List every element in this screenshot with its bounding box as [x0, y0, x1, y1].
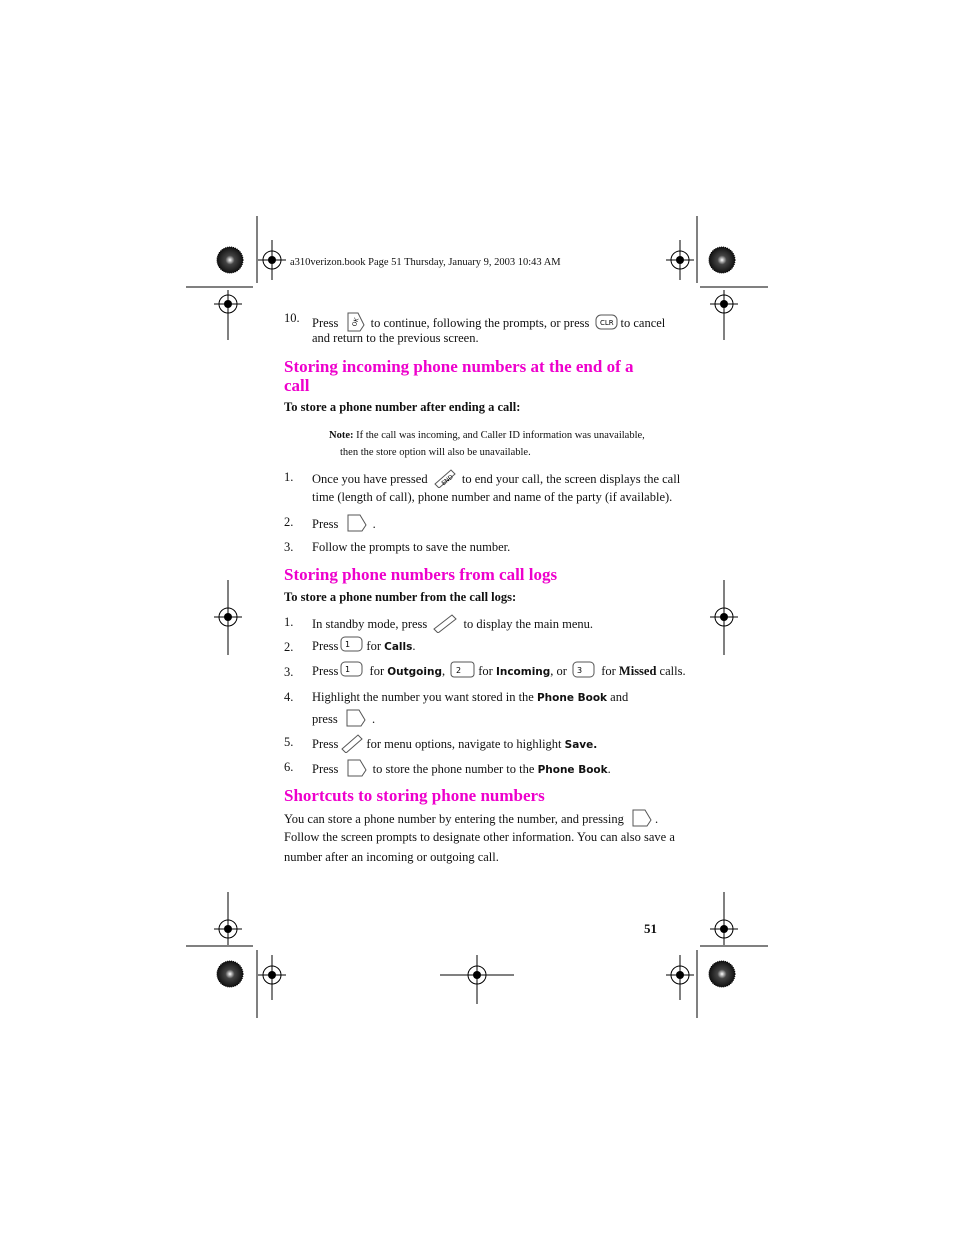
key-1-icon: [340, 661, 364, 683]
key-1-icon: [340, 636, 364, 658]
ok-key-icon: [629, 808, 653, 832]
step-3: Press 1 for Outgoing, 2 for Incoming, or 3 for Missed calls.: [312, 661, 686, 683]
menu-key-icon: [340, 733, 364, 757]
step-10-line2: and return to the previous screen.: [312, 331, 479, 345]
ok-key-icon: [344, 513, 368, 537]
note: Note: If the call was incoming, and Caller ID information was unavailable, then the store option will also be unavailable.: [329, 430, 645, 458]
step-number: 5.: [284, 735, 294, 749]
svg-text:END: END: [440, 473, 455, 488]
svg-text:1: 1: [345, 665, 351, 674]
step-text: Press: [312, 315, 339, 330]
end-key-icon: [433, 468, 457, 492]
section-heading-shortcuts: Shortcuts to storing phone numbers: [284, 786, 545, 805]
step-number: 3.: [284, 540, 294, 554]
step-number: 3.: [284, 665, 294, 679]
subheading: To store a phone number after ending a call:: [284, 400, 521, 414]
step-number: 2.: [284, 640, 294, 654]
svg-text:3: 3: [577, 666, 583, 675]
step-number: 6.: [284, 760, 294, 774]
step-2: Press .: [312, 513, 376, 537]
step-number: 1.: [284, 470, 294, 484]
svg-text:CLR: CLR: [599, 319, 614, 327]
paragraph-line: Follow the screen prompts to designate other information. You can also save a: [284, 830, 675, 844]
step-2: Press 1 for Calls.: [312, 636, 415, 658]
key-3-icon: [572, 661, 596, 683]
step-1: Once you have pressed END to end your call, the screen displays the call: [312, 468, 680, 492]
clr-key-icon: [595, 313, 619, 335]
subheading: To store a phone number from the call logs:: [284, 590, 517, 604]
step-5: Press for menu options, navigate to highlight Save.: [312, 733, 597, 757]
step-3: Follow the prompts to save the number.: [312, 540, 511, 554]
svg-text:2: 2: [456, 666, 462, 675]
step-number: 2.: [284, 515, 294, 529]
page-number: 51: [644, 921, 657, 936]
step-4-line2: press .: [312, 708, 375, 732]
step-4: Highlight the number you want stored in the Phone Book and: [312, 690, 629, 704]
step-number: 4.: [284, 690, 294, 704]
paragraph-line: number after an incoming or outgoing call.: [284, 850, 499, 864]
svg-text:1: 1: [345, 640, 351, 649]
ok-key-icon: [343, 708, 367, 732]
ok-key-icon: [344, 758, 368, 782]
step-text: to cancel: [620, 315, 666, 330]
step-1: In standby mode, press to display the main menu.: [312, 613, 593, 637]
book-header: a310verizon.book Page 51 Thursday, January 9, 2003 10:43 AM: [290, 257, 561, 268]
step-6: Press to store the phone number to the Phone Book.: [312, 758, 611, 782]
menu-key-icon: [432, 613, 458, 637]
section-heading-call-logs: Storing phone numbers from call logs: [284, 565, 558, 584]
step-text: to continue, following the prompts, or press: [370, 315, 590, 330]
key-2-icon: [450, 661, 476, 683]
section-heading-incoming: Storing incoming phone numbers at the end of a call: [284, 357, 634, 395]
svg-text:OK: OK: [350, 316, 361, 328]
step-number: 10.: [284, 311, 300, 325]
paragraph-line: You can store a phone number by entering the number, and pressing .: [284, 808, 658, 832]
step-1-line2: time (length of call), phone number and name of the party (if available).: [312, 490, 673, 504]
step-number: 1.: [284, 615, 294, 629]
